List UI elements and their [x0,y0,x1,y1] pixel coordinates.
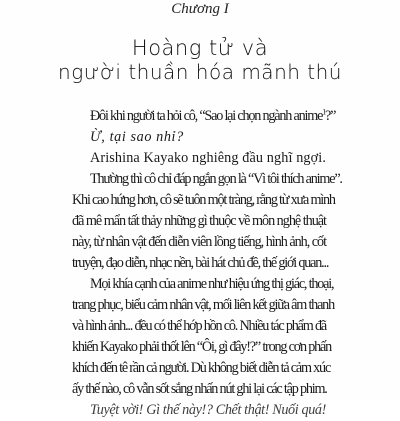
paragraph-4-line-5: truyện, đạo diễn, nhạc nền, bài hát chủ đề, thế giới quan... [72,255,329,271]
paragraph-2: Ừ, tại sao nhỉ? [90,129,184,145]
paragraph-3: Arishina Kayako nghiêng đầu nghĩ ngợi. [90,150,326,166]
paragraph-4-line-2: Khi cao hứng hơn, cô sẽ tuôn một tràng, rằng từ xưa mình [72,192,335,208]
body-text [0,106,400,421]
paragraph-5-line-5: khích đến tê rần cả người. Dù không biết diễn tả cảm xúc [72,360,331,376]
paragraph-1 [0,106,400,127]
paragraph-6: Tuyệt vời! Gì thế này!? Chết thật! Nuối quá! [90,402,326,418]
paragraph-5-line-6: ấy thế nào, cô vẫn sốt sắng nhấn nút ghi lại các tập phim. [72,381,327,397]
paragraph-5-line-3: và hình ảnh... đều có thể hớp hồn cô. Nhiều tác phẩm đã [72,318,326,334]
paragraph-5-line-1: Mọi khía cạnh của anime như hiệu ứng thị giác, thoại, [90,276,334,292]
footnote-marker: 1 [322,107,325,117]
chapter-label: Chương I [171,1,229,17]
paragraph-1-end: ?” [325,108,336,124]
paragraph-1-text: Đôi khi người ta hỏi cô, “Sao lại chọn ngành anime [90,108,323,124]
chapter-title-line-1: Hoàng tử và [131,36,269,60]
paragraph-4-line-1: Thường thì cô chỉ đáp ngắn gọn là “Vì tôi thích anime”. [90,171,342,187]
paragraph-4-line-4: này, từ nhân vật đến diễn viên lồng tiếng, hình ảnh, cốt [72,234,326,250]
paragraph-5-line-4: khiến Kayako phải thốt lên “Ôi, gì đây!?” trong cơn phấn [72,339,332,355]
chapter-title-line-2: người thuần hóa mãnh thú [58,60,342,84]
paragraph-5-line-2: trang phục, biểu cảm nhân vật, mối liên kết giữa âm thanh [72,297,334,313]
paragraph-4-line-3: đã mê mẩn tất thảy những gì thuộc về môn nghệ thuật [72,213,326,229]
